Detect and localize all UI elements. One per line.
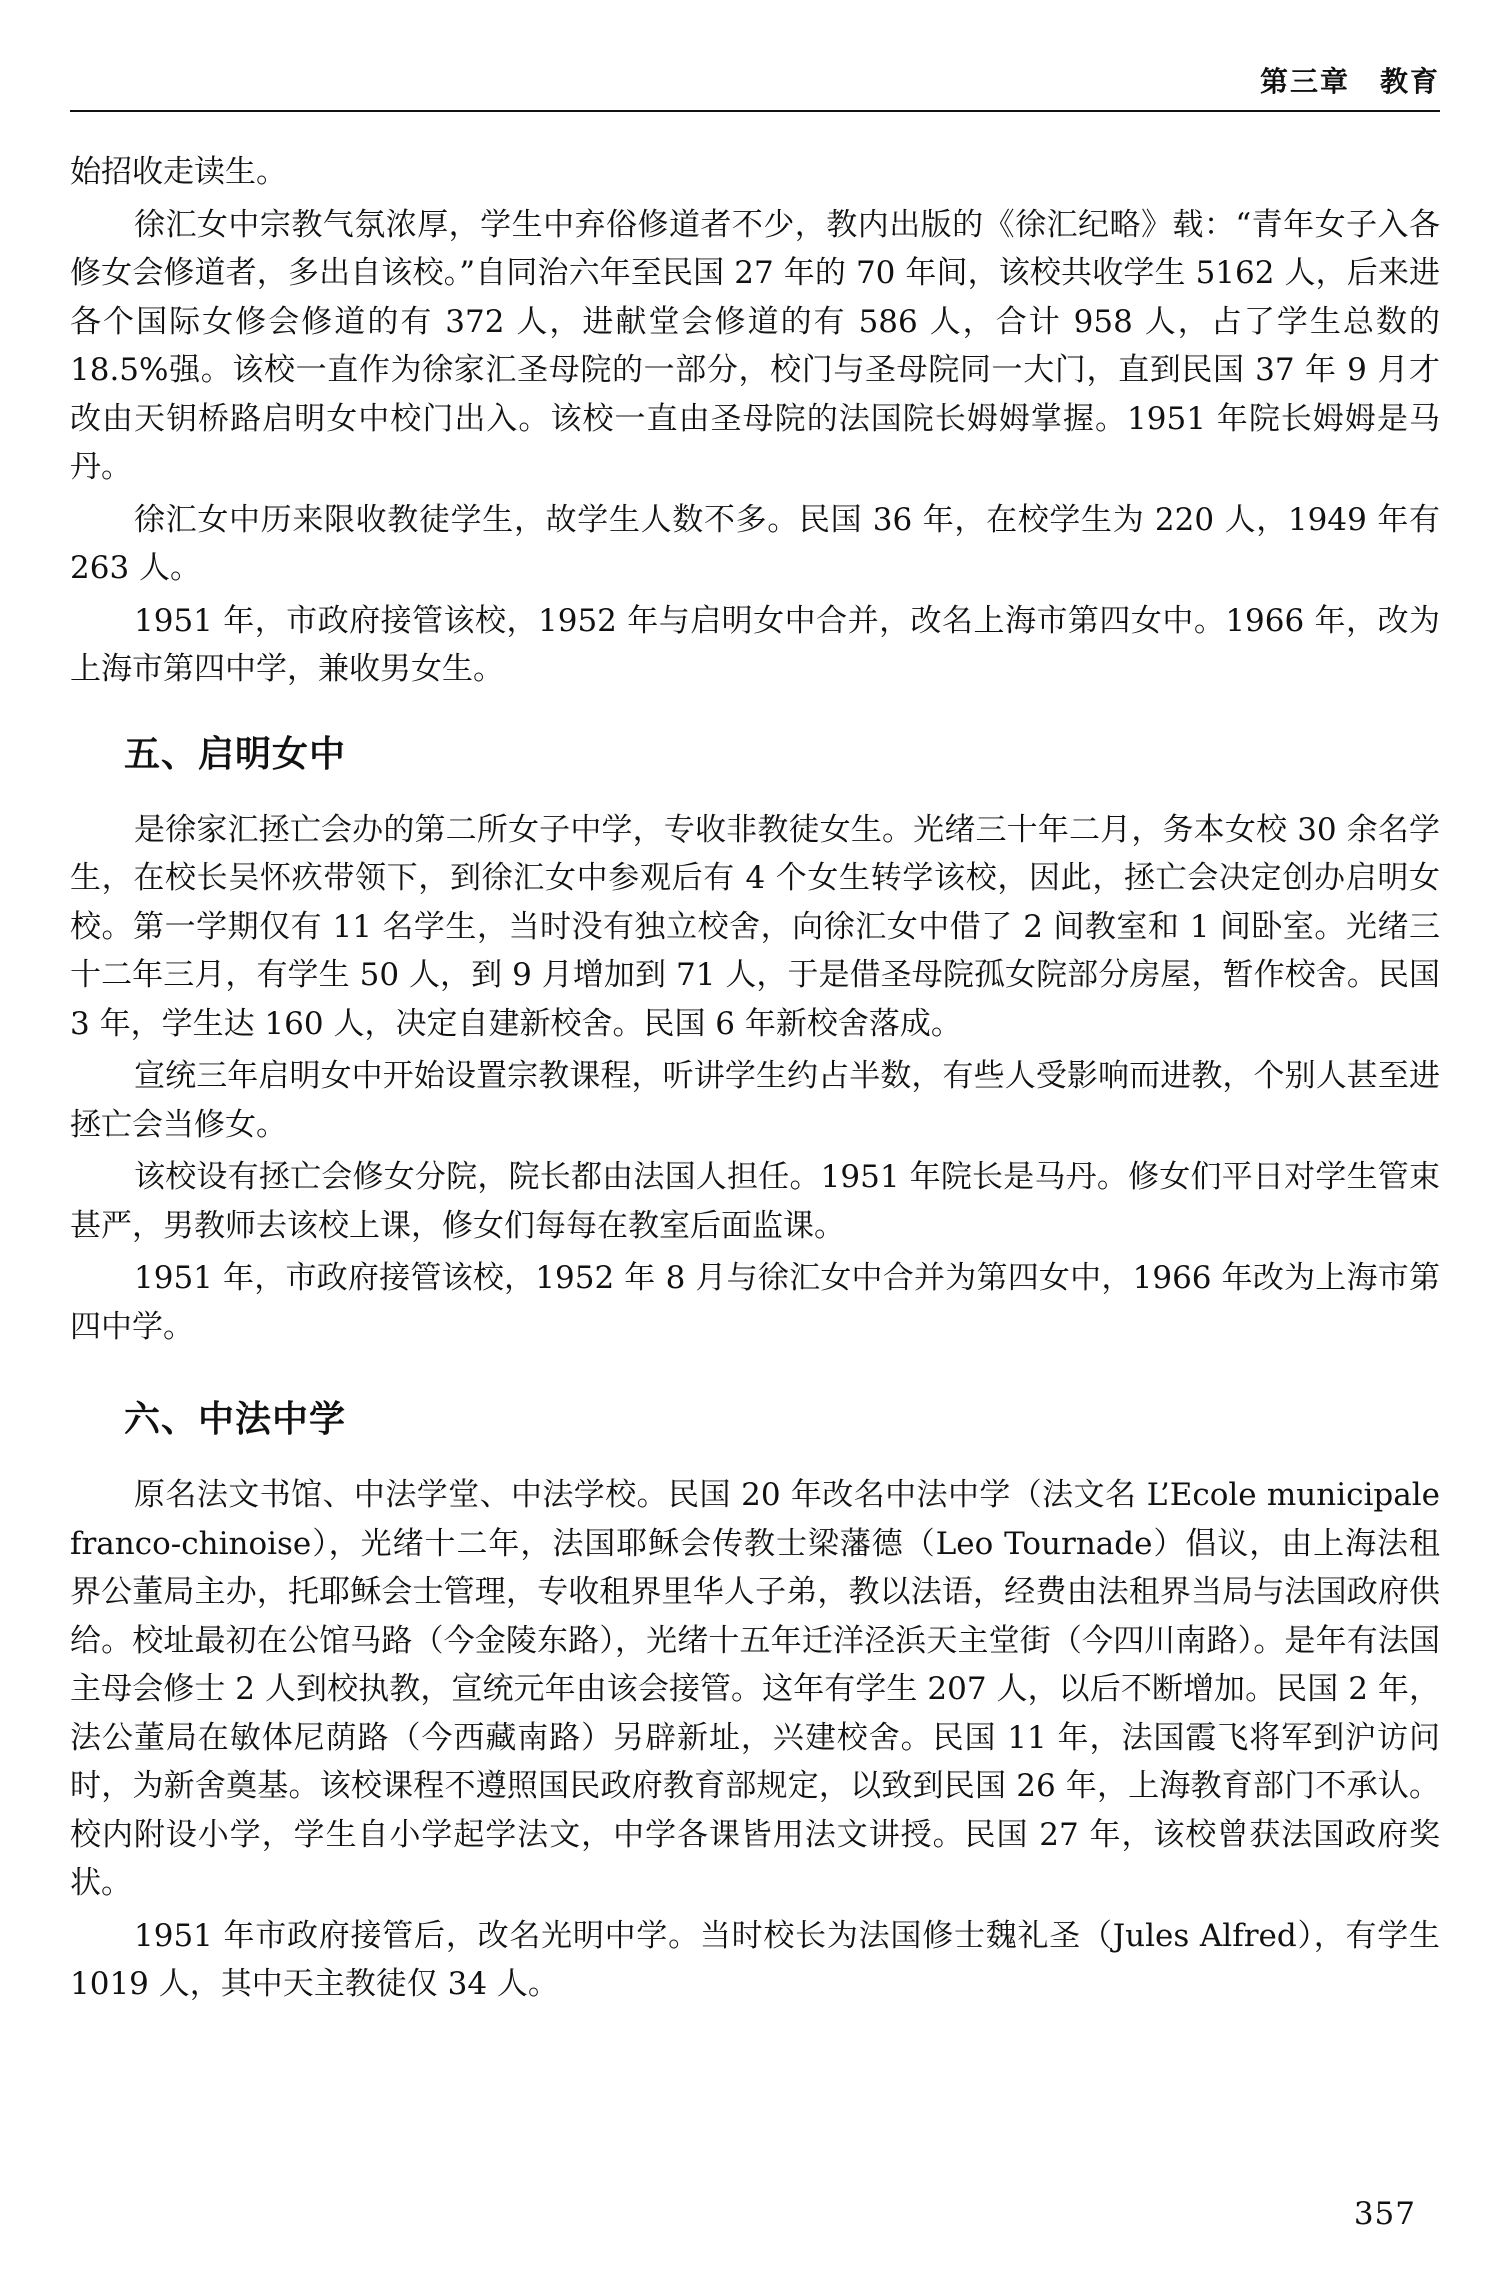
running-head: 第三章 教育 — [1259, 65, 1440, 98]
header-rule — [70, 110, 1440, 112]
section-heading-zhongfa: 六、中法中学 — [124, 1399, 347, 1440]
paragraph-zhongfa-takeover: 1951 年市政府接管后，改名光明中学。当时校长为法国修士魏礼圣（Jules Alfred），有学生 1019 人，其中天主教徒仅 34 人。 — [70, 1917, 1440, 2002]
paragraph-qiming-religion: 宣统三年启明女中开始设置宗教课程，听讲学生约占半数，有些人受影响而进教，个别人甚至进拯亡会当修女。 — [70, 1058, 1440, 1143]
paragraph-xuhui-enrollment: 徐汇女中历来限收教徒学生，故学生人数不多。民国 36 年，在校学生为 220 人，1949 年有 263 人。 — [70, 501, 1440, 586]
paragraph-qiming-takeover: 1951 年，市政府接管该校，1952 年 8 月与徐汇女中合并为第四女中，1966 年改为上海市第四中学。 — [70, 1260, 1440, 1345]
page-number: 357 — [1353, 2196, 1416, 2232]
paragraph-qiming-founding: 是徐家汇拯亡会办的第二所女子中学，专收非教徒女生。光绪三十年二月，务本女校 30 余名学生，在校长吴怀疚带领下，到徐汇女中参观后有 4 个女生转学该校，因此，拯亡会决定创办启明女校。第一学期仅有 11 名学生，当时没有独立校舍，向徐汇女中借了 2 间教室和 1 间卧室。光绪三十二年三月，有学生 50 人，到 9 月增加到 71 人，于是借圣母院孤女院部分房屋，暂作校舍。民国 3 年，学生达 160 人，决定自建新校舍。民国 6 年新校舍落成。 — [70, 811, 1440, 1042]
paragraph-continuation: 始招收走读生。 — [70, 154, 287, 190]
paragraph-xuhui-takeover: 1951 年，市政府接管该校，1952 年与启明女中合并，改名上海市第四女中。1966 年，改为上海市第四中学，兼收男女生。 — [70, 602, 1440, 687]
paragraph-xuhui-religion: 徐汇女中宗教气氛浓厚，学生中弃俗修道者不少，教内出版的《徐汇纪略》载：“青年女子入各修女会修道者，多出自该校。”自同治六年至民国 27 年的 70 年间，该校共收学生 5162 人，后来进各个国际女修会修道的有 372 人，进献堂会修道的有 586 人，合计 958 人，占了学生总数的 18.5%强。该校一直作为徐家汇圣母院的一部分，校门与圣母院同一大门，直到民国 37 年 9 月才改由天钥桥路启明女中校门出入。该校一直由圣母院的法国院长姆姆掌握。1951 年院长姆姆是马丹。 — [70, 206, 1440, 485]
paragraph-zhongfa-history: 原名法文书馆、中法学堂、中法学校。民国 20 年改名中法中学（法文名 L’Ecole municipale franco-chinoise），光绪十二年，法国耶稣会传教士梁藩德（Leo Tournade）倡议，由上海法租界公董局主办，托耶稣会士管理，专收租界里华人子弟，教以法语，经费由法租界当局与法国政府供给。校址最初在公馆马路（今金陵东路），光绪十五年迁洋泾浜天主堂街（今四川南路）。是年有法国主母会修士 2 人到校执教，宣统元年由该会接管。这年有学生 207 人，以后不断增加。民国 2 年，法公董局在敏体尼荫路（今西藏南路）另辟新址，兴建校舍。民国 11 年，法国霞飞将军到沪访问时，为新舍奠基。该校课程不遵照国民政府教育部规定，以致到民国 26 年，上海教育部门不承认。校内附设小学，学生自小学起学法文，中学各课皆用法文讲授。民国 27 年，该校曾获法国政府奖状。 — [70, 1477, 1440, 1901]
page-content — [70, 148, 1440, 2009]
section-heading-qiming: 五、启明女中 — [124, 733, 347, 775]
paragraph-qiming-convent: 该校设有拯亡会修女分院，院长都由法国人担任。1951 年院长是马丹。修女们平日对学生管束甚严，男教师去该校上课，修女们每每在教室后面监课。 — [70, 1159, 1440, 1244]
